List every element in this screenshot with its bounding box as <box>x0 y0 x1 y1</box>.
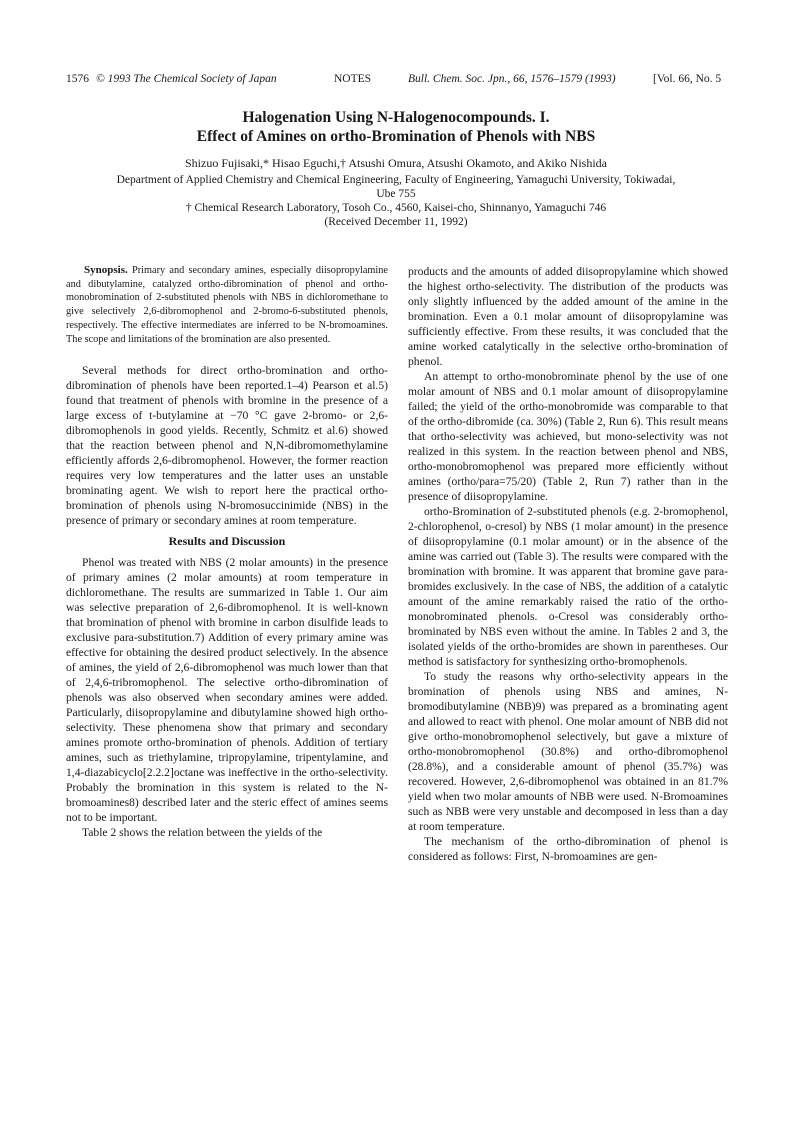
copyright-notice: © 1993 The Chemical Society of Japan <box>96 73 277 85</box>
results-paragraph-1: Phenol was treated with NBS (2 molar amounts) in the presence of primary amines (2 molar amounts) at room temperature in dichloromethane. The results are summarized in Table 1. Our aim was selective preparation of 2,6-dibromophenol. It is well-known that bromination of phenol with bromine in carbon disulfide leads to exclusive para-substitution.7) Addition of every primary amine was effective for obtaining the desired product selectively. In the absence of amines, the yield of 2,6-dibromophenol was much lower than that of 2,4,6-tribromophenol. The selective ortho-dibromination of phenols was also observed when secondary amines were added. Particularly, diisopropylamine and dibutylamine showed high ortho-selectivity. These phenomena show that primary and secondary amines promote ortho-bromination of phenols. Addition of tertiary amines, such as triethylamine, tripropylamine, tripentylamine, and 1,4-diazabicyclo[2.2.2]octane was ineffective in the ortho-selectivity. Probably the bromination in this system is related to the N-bromoamines8) described later and the steric effect of amines seems not to be important. <box>66 556 388 825</box>
results-paragraph-3: An attempt to ortho-monobrominate phenol by the use of one molar amount of NBS and 0.1 molar amount of diisopropylamine failed; the yield of the ortho-monobromide was comparable to that of the ortho-dibromide (ca. 30%) (Table 2, Run 6). This result means that ortho-selectivity was achieved, but mono-selectivity was not realized in this system. In the reaction between phenol and NBS, ortho-monobromophenol was prepared more efficiently without amines (ortho/para=75/20) (Table 2, Run 7) rather than in the presence of diisopropylamine. <box>408 370 728 503</box>
intro-paragraph: Several methods for direct ortho-bromination and ortho-dibromination of phenols have been reported.1–4) Pearson et al.5) found that treatment of phenols with bromine in the presence of a large excess of t-butylamine at −70 °C gave 2-bromo- or 2,6-dibromophenols in good yields. Recently, Schmitz et al.6) showed that the reaction between phenol and N,N-dibromomethylamine efficiently affords 2,6-dibromophenol. However, the former reaction requires very low temperatures and the latter uses an unstable brominating agent. We wish to report here the practical ortho-bromination of phenols using N-bromosuccinimide (NBS) in the presence of primary or secondary amines at room temperature. <box>66 364 388 528</box>
running-header <box>66 73 756 89</box>
synopsis-label: Synopsis. <box>84 264 128 276</box>
section-label: NOTES <box>334 73 372 85</box>
affiliation-line-2: Ube 755 <box>376 188 416 200</box>
journal-citation: Bull. Chem. Soc. Jpn., 66, 1576–1579 (1993) <box>408 73 616 85</box>
results-paragraph-2-cont: products and the amounts of added diisopropylamine which showed the highest ortho-selectivity. The distribution of the products was only slightly influenced by the added amount of the amine in the bromination. Even a 0.1 molar amount of diisopropylamine was sufficiently effective. From these results, it was concluded that the amine worked catalytically in the selective ortho-bromination of phenol. <box>408 265 728 368</box>
volume-info: [Vol. 66, No. 5 <box>653 73 722 85</box>
author-list: Shizuo Fujisaki,* Hisao Eguchi,† Atsushi Omura, Atsushi Okamoto, and Akiko Nishida <box>185 156 607 170</box>
right-column <box>408 264 728 864</box>
results-paragraph-4: ortho-Bromination of 2-substituted phenols (e.g. 2-bromophenol, 2-chlorophenol, o-cresol) by NBS (1 molar amount) in the presence of diisopropylamine (0.1 molar amount) or in the absence of the amine was carried out (Table 3). The results were compared with the bromination with bromine. It was apparent that bromine gave para-bromides exclusively. In the case of NBS, the addition of a catalytic amount of the amine remarkably raised the ratio of the ortho-monobrominated phenols. o-Cresol was considerably ortho-brominated by NBS even without the amine. In Tables 2 and 3, the isolated yields of the ortho-bromides are shown in parentheses. Our method is satisfactory for synthesizing ortho-bromophenols. <box>408 505 728 668</box>
results-paragraph-2-start: Table 2 shows the relation between the yields of the <box>82 826 323 840</box>
title-line-2: Effect of Amines on ortho-Bromination of Phenols with NBS <box>196 128 596 145</box>
left-column <box>66 264 388 840</box>
results-paragraph-6: The mechanism of the ortho-dibromination of phenol is considered as follows: First, N-bromoamines are gen- <box>408 835 728 863</box>
received-date: (Received December 11, 1992) <box>324 216 468 228</box>
synopsis <box>66 264 388 346</box>
affiliation-line-1: Department of Applied Chemistry and Chemical Engineering, Faculty of Engineering, Yamaguchi University, Tokiwadai, <box>116 174 676 186</box>
synopsis-text: Primary and secondary amines, especially diisopropylamine and dibutylamine, catalyzed ortho-dibromination of phenol and ortho-monobromination of 2-substituted phenols with NBS in dichloromethane to give selectively 2,6-dibromophenol and 2-bromo-6-substituted phenols, respectively. The effective intermediates are inferred to be N-bromoamines. The scope and limitations of the bromination are also presented. <box>66 265 388 345</box>
affiliation-line-3: † Chemical Research Laboratory, Tosoh Co., 4560, Kaisei-cho, Shinnanyo, Yamaguchi 746 <box>185 202 607 214</box>
results-paragraph-5: To study the reasons why ortho-selectivity appears in the bromination of phenols using NBS and amines, N-bromodibutylamine (NBB)9) was prepared as a brominating agent and allowed to react with phenol. One molar amount of NBB did not give ortho-monobromophenol selectively, but gave a mixture of ortho-monobromophenol (30.8%) and ortho-dibromophenol (28.8%), and a considerable amount of phenol (35.7%) was recovered. However, 2,6-dibromophenol was obtained in an 81.7% yield when two molar amounts of NBB were used. N-Bromoamines such as NBB were very unstable and decomposed in less than a day at room temperature. <box>408 670 728 833</box>
title-line-1: Halogenation Using N-Halogenocompounds. I. <box>242 109 550 126</box>
page-number: 1576 <box>66 73 89 85</box>
section-heading: Results and Discussion <box>168 534 286 549</box>
